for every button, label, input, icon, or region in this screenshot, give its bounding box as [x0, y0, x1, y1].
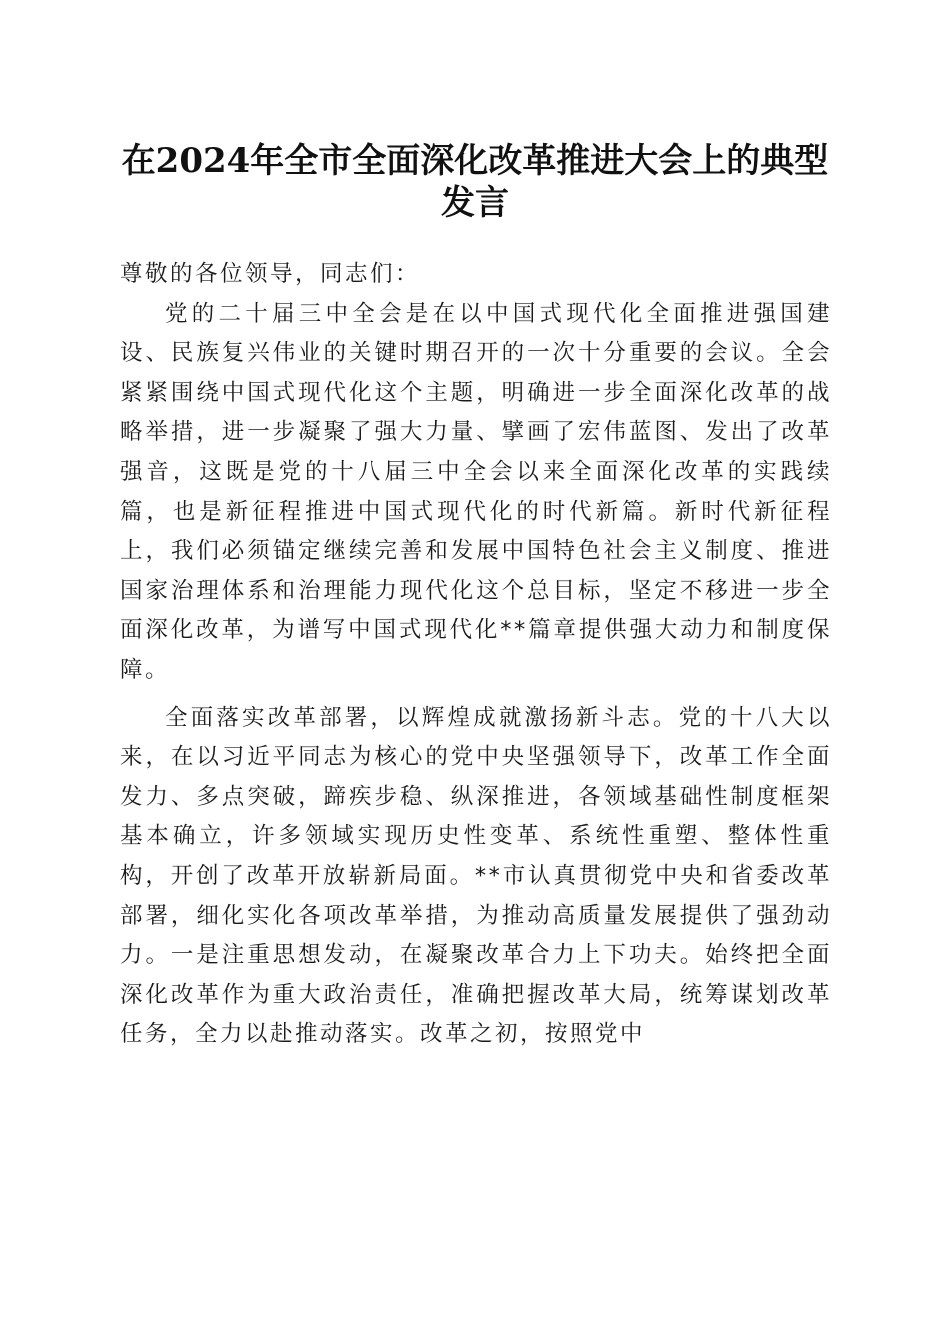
- paragraph-2: 全面落实改革部署，以辉煌成就激扬新斗志。党的十八大以来，在以习近平同志为核心的党中央坚强领导下，改革工作全面发力、多点突破，蹄疾步稳、纵深推进，各领域基础性制度框架基本确立，许多领域实现历史性变革、系统性重塑、整体性重构，开创了改革开放崭新局面。**市认真贯彻党中央和省委改革部署，细化实化各项改革举措，为推动高质量发展提供了强劲动力。一是注重思想发动，在凝聚改革合力上下功夫。始终把全面深化改革作为重大政治责任，准确把握改革大局，统筹谋划改革任务，全力以赴推动落实。改革之初，按照党中: [120, 704, 832, 1048]
- salutation: 尊敬的各位领导，同志们：: [120, 261, 421, 287]
- document-body: [120, 255, 832, 1063]
- paragraph-1: 党的二十届三中全会是在以中国式现代化全面推进强国建设、民族复兴伟业的关键时期召开的一次十分重要的会议。全会紧紧围绕中国式现代化这个主题，明确进一步全面深化改革的战略举措，进一步凝聚了强大力量、擘画了宏伟蓝图、发出了改革强音，这既是党的十八届三中全会以来全面深化改革的实践续篇，也是新征程推进中国式现代化的时代新篇。新时代新征程上，我们必须锚定继续完善和发展中国特色社会主义制度、推进国家治理体系和治理能力现代化这个总目标，坚定不移进一步全面深化改革，为谱写中国式现代化**篇章提供强大动力和制度保障。: [120, 300, 832, 683]
- document-title: 在2024年全市全面深化改革推进大会上的典型发言: [121, 141, 829, 223]
